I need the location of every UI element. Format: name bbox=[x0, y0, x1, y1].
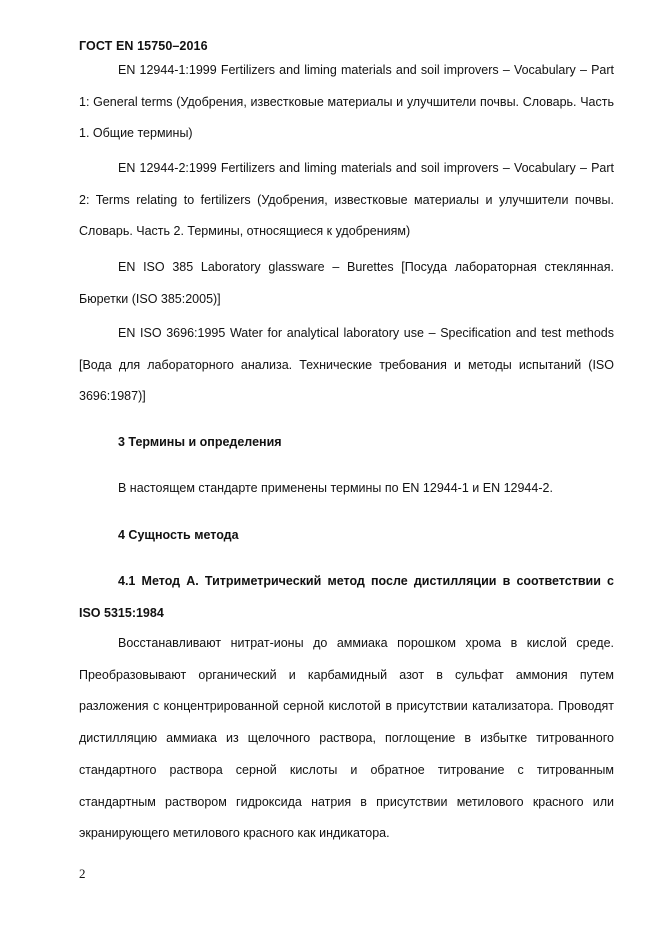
section-4-1-heading: 4.1 Метод А. Титриметрический метод после дистилляции в соответствии с ISO 5315:1984 bbox=[79, 574, 614, 620]
reference-en-12944-2: EN 12944-2:1999 Fertilizers and liming materials and soil improvers – Vocabulary – Part 2: Terms relating to fertilizers (Удобрения, известковые материалы и улучшители почвы. Словарь. Часть 2. Термины, относящиеся к удобрениям) bbox=[79, 161, 614, 239]
reference-en-12944-1: EN 12944-1:1999 Fertilizers and liming materials and soil improvers – Vocabulary – Part 1: General terms (Удобрения, известковые материалы и улучшители почвы. Словарь. Часть 1. Общие термины) bbox=[79, 63, 614, 141]
reference-en-iso-385: EN ISO 385 Laboratory glassware – Burettes [Посуда лабораторная стеклянная. Бюретки (ISO 385:2005)] bbox=[79, 260, 614, 306]
reference-en-iso-3696: EN ISO 3696:1995 Water for analytical laboratory use – Specification and test methods [Вода для лабораторного анализа. Технические требования и методы испытаний (ISO 3696:1987)] bbox=[79, 326, 614, 404]
page-number: 2 bbox=[79, 866, 86, 881]
standard-header: ГОСТ EN 15750–2016 bbox=[79, 39, 208, 53]
section-3-heading: 3 Термины и определения bbox=[118, 435, 282, 449]
section-3-text: В настоящем стандарте применены термины по EN 12944-1 и EN 12944-2. bbox=[118, 481, 553, 495]
section-4-1-text: Восстанавливают нитрат-ионы до аммиака порошком хрома в кислой среде. Преобразовывают органический и карбамидный азот в сульфат аммония путем разложения с концентрированной серной кислотой в присутствии катализатора. Проводят дистилляцию аммиака из щелочного раствора, поглощение в избытке титрованного стандартного раствора серной кислоты и обратное титрование с титрованным стандартным раствором гидроксида натрия в присутствии метилового красного или экранирующего метилового красного как индикатора. bbox=[79, 636, 614, 841]
section-4-heading: 4 Сущность метода bbox=[118, 528, 239, 542]
